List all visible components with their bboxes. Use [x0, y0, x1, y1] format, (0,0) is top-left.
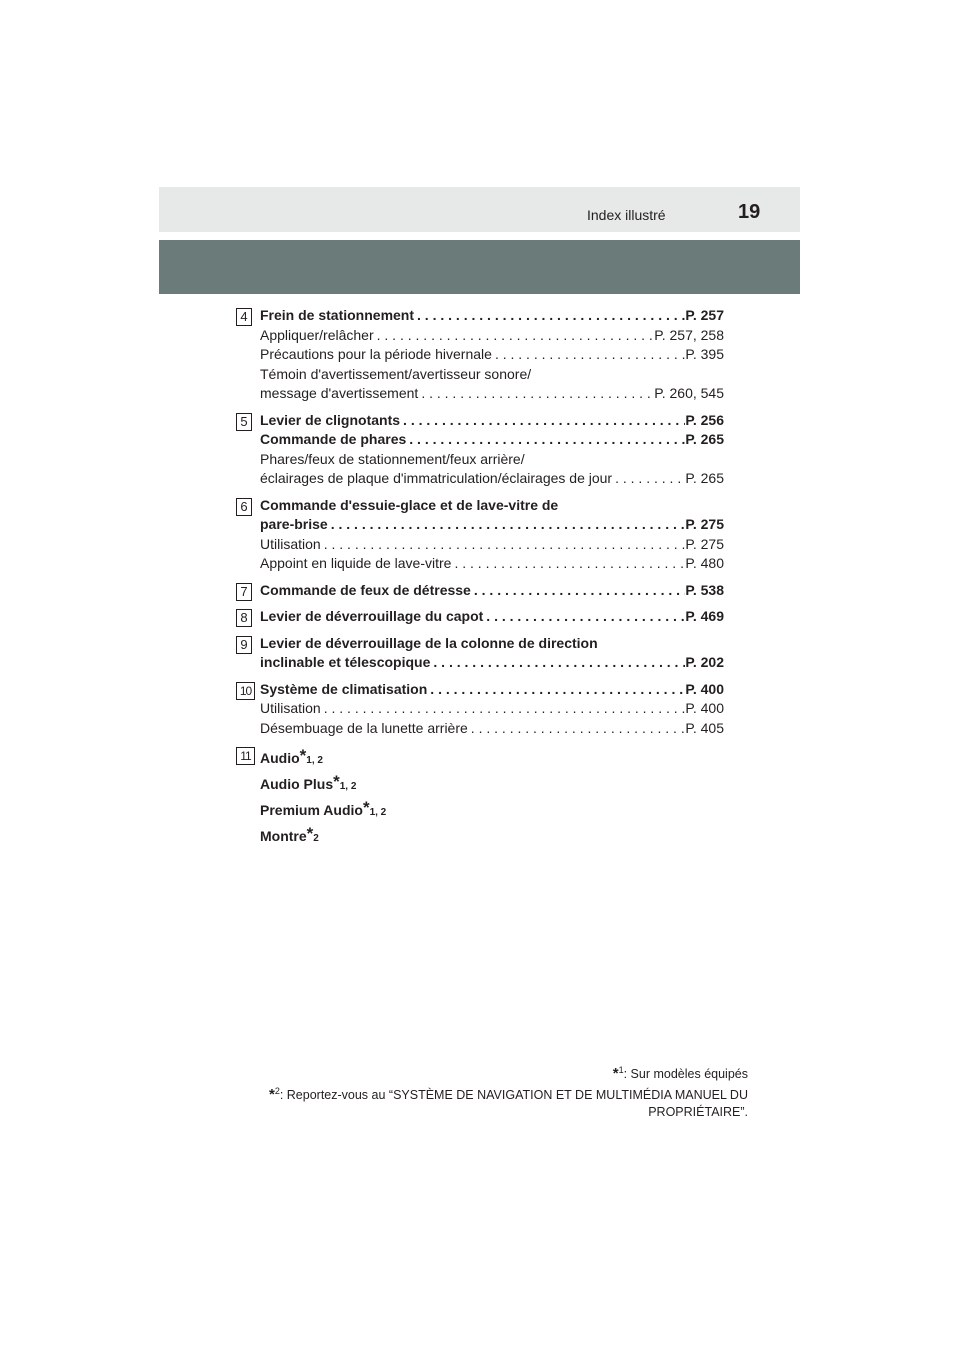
index-line	[260, 634, 724, 654]
footnote-number: 2	[274, 1086, 280, 1096]
index-entry	[236, 607, 724, 627]
dot-leader	[492, 345, 685, 365]
footnote-reference	[307, 823, 319, 849]
item-number-marker: 5	[236, 413, 252, 431]
index-label: Audio Plus	[260, 776, 334, 792]
index-line	[260, 365, 724, 385]
index-line	[260, 771, 724, 797]
index-line	[260, 326, 724, 346]
page-reference[interactable]: P. 265	[685, 431, 724, 447]
entry-lines	[260, 496, 724, 574]
index-line	[260, 554, 724, 574]
dot-leader	[612, 469, 685, 489]
page-reference[interactable]: P. 256	[685, 411, 724, 428]
index-line	[260, 607, 724, 627]
footnote-reference	[333, 771, 356, 797]
dot-leader	[400, 411, 685, 431]
footnote-star: *	[612, 1065, 619, 1082]
footnote-number: 2	[313, 833, 319, 844]
entry-lines	[260, 306, 724, 404]
index-line	[260, 680, 724, 700]
index-label: Levier de déverrouillage de la colonne de direction	[260, 634, 598, 651]
entry-lines	[260, 581, 724, 601]
page-reference[interactable]: P. 395	[685, 346, 724, 362]
dot-leader	[418, 384, 654, 404]
index-line	[260, 306, 724, 326]
index-label: éclairages de plaque d'immatriculation/éclairages de jour	[260, 470, 613, 486]
footnote-number: 1, 2	[306, 755, 323, 766]
entry-lines	[260, 607, 724, 627]
index-line	[260, 719, 724, 739]
footnote-star: *	[306, 824, 314, 843]
footnotes	[269, 1062, 748, 1121]
footnote-number: 1	[618, 1065, 624, 1075]
index-entry	[236, 496, 724, 574]
section-title: Index illustré	[587, 207, 666, 223]
item-number-marker: 11	[236, 747, 255, 765]
page-reference[interactable]: P. 400	[685, 700, 724, 716]
page-number: 19	[738, 201, 761, 223]
footnote-number: 1, 2	[369, 807, 387, 818]
footnote-star: *	[299, 746, 307, 765]
dot-leader	[483, 607, 685, 627]
entry-lines	[260, 411, 724, 489]
index-line	[260, 535, 724, 555]
index-entries	[236, 306, 724, 856]
item-number-marker: 8	[236, 609, 252, 627]
index-line	[260, 345, 724, 365]
dot-leader	[468, 719, 686, 739]
index-label: Premium Audio	[260, 802, 363, 818]
index-label: Appoint en liquide de lave-vitre	[260, 555, 452, 571]
index-label: Témoin d'avertissement/avertisseur sonore/	[260, 365, 532, 382]
index-line	[260, 581, 724, 601]
index-label: Appliquer/relâcher	[260, 326, 374, 343]
index-label: Commande d'essuie-glace et de lave-vitre de	[260, 496, 559, 513]
index-label: Montre	[260, 828, 307, 844]
index-label: Phares/feux de stationnement/feux arrière/	[260, 450, 525, 467]
index-line	[260, 430, 724, 450]
page-reference[interactable]: P. 405	[685, 719, 724, 736]
dot-leader	[414, 306, 685, 326]
index-line	[260, 515, 724, 535]
index-line	[260, 653, 724, 673]
page-reference[interactable]: P. 538	[685, 581, 724, 598]
index-line	[260, 745, 724, 771]
item-number-marker: 4	[236, 308, 252, 326]
item-number-marker: 9	[236, 636, 252, 654]
entry-lines	[260, 680, 724, 739]
footnote-text: : Sur modèles équipés	[623, 1067, 748, 1081]
page-reference[interactable]: P. 275	[685, 516, 724, 532]
item-number-marker: 7	[236, 583, 252, 601]
index-entry	[236, 306, 724, 404]
index-label: Frein de stationnement	[260, 307, 415, 323]
dot-leader	[374, 326, 655, 346]
page-reference[interactable]: P. 469	[685, 608, 724, 624]
index-label: Commande de phares	[260, 431, 407, 447]
index-label: Désembuage de la lunette arrière	[260, 719, 468, 736]
index-label: Commande de feux de détresse	[260, 581, 471, 598]
index-line	[260, 411, 724, 431]
dot-leader	[471, 581, 685, 601]
page-reference[interactable]: P. 257	[685, 307, 724, 323]
index-label: message d'avertissement	[260, 385, 419, 401]
page-reference[interactable]: P. 480	[685, 555, 724, 571]
index-line	[260, 797, 724, 823]
index-entry	[236, 581, 724, 601]
page-reference[interactable]: P. 275	[685, 535, 724, 552]
footnote-2	[269, 1083, 748, 1104]
footnote-star: *	[333, 772, 340, 791]
index-entry	[236, 634, 724, 673]
index-line	[260, 384, 724, 404]
footnote-star: *	[362, 798, 370, 817]
entry-lines	[260, 745, 724, 849]
index-entry	[236, 411, 724, 489]
dot-leader	[406, 430, 685, 450]
dot-leader	[328, 515, 686, 535]
footnote-text: : Reportez-vous au “SYSTÈME DE NAVIGATION ET DE MULTIMÉDIA MANUEL DU	[279, 1088, 748, 1102]
page-reference[interactable]: P. 265	[685, 470, 724, 486]
index-line	[260, 699, 724, 719]
dot-leader	[430, 653, 685, 673]
index-line	[260, 823, 724, 849]
index-label: Précautions pour la période hivernale	[260, 346, 492, 362]
page-reference[interactable]: P. 257, 258	[654, 326, 724, 343]
entry-lines	[260, 634, 724, 673]
footnote-1	[269, 1062, 748, 1083]
footnote-2-continued: PROPRIÉTAIRE”.	[648, 1105, 748, 1119]
index-label: Levier de déverrouillage du capot	[260, 608, 484, 624]
index-line	[260, 469, 724, 489]
dot-leader	[321, 699, 686, 719]
footnote-number: 1, 2	[339, 781, 357, 792]
dot-leader	[451, 554, 685, 574]
dot-leader	[427, 680, 685, 700]
index-label: pare-brise	[260, 516, 328, 532]
page-reference[interactable]: P. 260, 545	[654, 385, 724, 401]
header-band	[159, 187, 800, 232]
page-reference[interactable]: P. 400	[685, 680, 724, 697]
index-entry	[236, 680, 724, 739]
index-line	[260, 450, 724, 470]
index-label: Système de climatisation	[260, 680, 428, 697]
footnote-star: *	[268, 1086, 275, 1103]
dot-leader	[321, 535, 686, 555]
footnote-reference	[363, 797, 386, 823]
page-reference[interactable]: P. 202	[685, 654, 724, 670]
index-label: Levier de clignotants	[260, 411, 401, 428]
index-label: Audio	[260, 750, 300, 766]
footnote-reference	[300, 745, 323, 771]
index-label: inclinable et télescopique	[260, 654, 431, 670]
item-number-marker: 6	[236, 498, 252, 516]
chapter-tab-band	[159, 240, 800, 294]
index-label: Utilisation	[260, 535, 321, 552]
index-entry	[236, 745, 724, 849]
index-line	[260, 496, 724, 516]
item-number-marker: 10	[236, 682, 255, 700]
index-label: Utilisation	[260, 700, 321, 716]
